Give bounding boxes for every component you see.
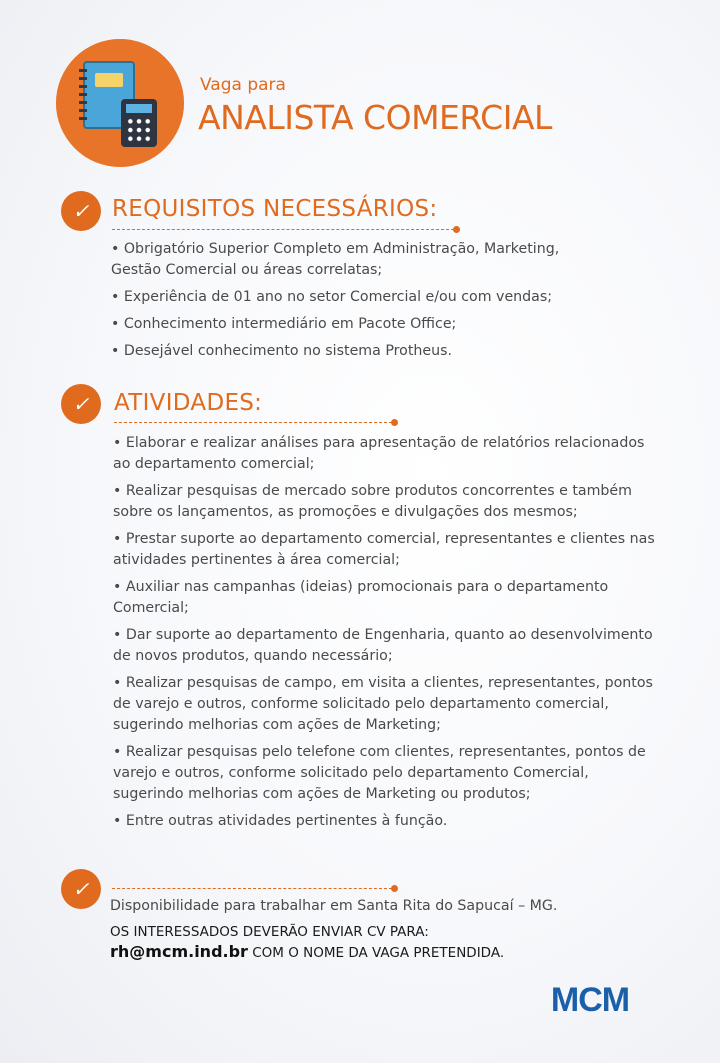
- divider: [112, 229, 454, 230]
- cv-contact: [110, 942, 504, 961]
- list-item: • Realizar pesquisas pelo telefone com clientes, representantes, pontos de varejo e outros, conforme solicitado pelo departamento Comercial, sugerindo melhorias com ações de Marketing ou produtos;: [113, 742, 658, 805]
- notebook-calculator-icon: [56, 39, 184, 167]
- cv-suffix: COM O NOME DA VAGA PRETENDIDA.: [252, 945, 505, 961]
- divider: [112, 888, 392, 889]
- job-title: ANALISTA COMERCIAL: [198, 98, 552, 137]
- availability-text: Disponibilidade para trabalhar em Santa Rita do Sapucaí – MG.: [110, 898, 558, 914]
- list-item: • Prestar suporte ao departamento comercial, representantes e clientes nas atividades pertinentes à área comercial;: [113, 529, 658, 571]
- cv-instruction: OS INTERESSADOS DEVERÃO ENVIAR CV PARA:: [110, 924, 429, 940]
- divider-dot: [391, 885, 398, 892]
- list-item: • Dar suporte ao departamento de Engenharia, quanto ao desenvolvimento de novos produtos, quando necessário;: [113, 625, 658, 667]
- list-item: • Conhecimento intermediário em Pacote Office;: [111, 314, 611, 335]
- atividades-list: [113, 433, 658, 838]
- divider-dot: [453, 226, 460, 233]
- logo-text: MCM: [550, 983, 630, 1015]
- section-title-atividades: ATIVIDADES:: [114, 390, 263, 416]
- check-icon: ✓: [61, 191, 101, 231]
- divider-dot: [391, 419, 398, 426]
- list-item: • Auxiliar nas campanhas (ideias) promocionais para o departamento Comercial;: [113, 577, 658, 619]
- list-item: • Desejável conhecimento no sistema Protheus.: [111, 341, 611, 362]
- list-item: • Experiência de 01 ano no setor Comercial e/ou com vendas;: [111, 287, 611, 308]
- list-item: • Obrigatório Superior Completo em Administração, Marketing, Gestão Comercial ou áreas correlatas;: [111, 239, 611, 281]
- list-item: • Realizar pesquisas de campo, em visita a clientes, representantes, pontos de varejo e outros, conforme solicitado pelo departamento comercial, sugerindo melhorias com ações de Marketing;: [113, 673, 658, 736]
- requisitos-list: [111, 239, 611, 368]
- check-icon: ✓: [61, 869, 101, 909]
- email-link[interactable]: rh@mcm.ind.br: [110, 942, 248, 961]
- mcm-logo: [522, 983, 658, 1015]
- list-item: • Realizar pesquisas de mercado sobre produtos concorrentes e também sobre os lançamentos, as promoções e divulgações dos mesmos;: [113, 481, 658, 523]
- section-title-requisitos: REQUISITOS NECESSÁRIOS:: [112, 196, 438, 222]
- job-subtitle: Vaga para: [200, 75, 286, 95]
- check-icon: ✓: [61, 384, 101, 424]
- list-item: • Entre outras atividades pertinentes à função.: [113, 811, 658, 832]
- divider: [114, 422, 392, 423]
- list-item: • Elaborar e realizar análises para apresentação de relatórios relacionados ao departamento comercial;: [113, 433, 658, 475]
